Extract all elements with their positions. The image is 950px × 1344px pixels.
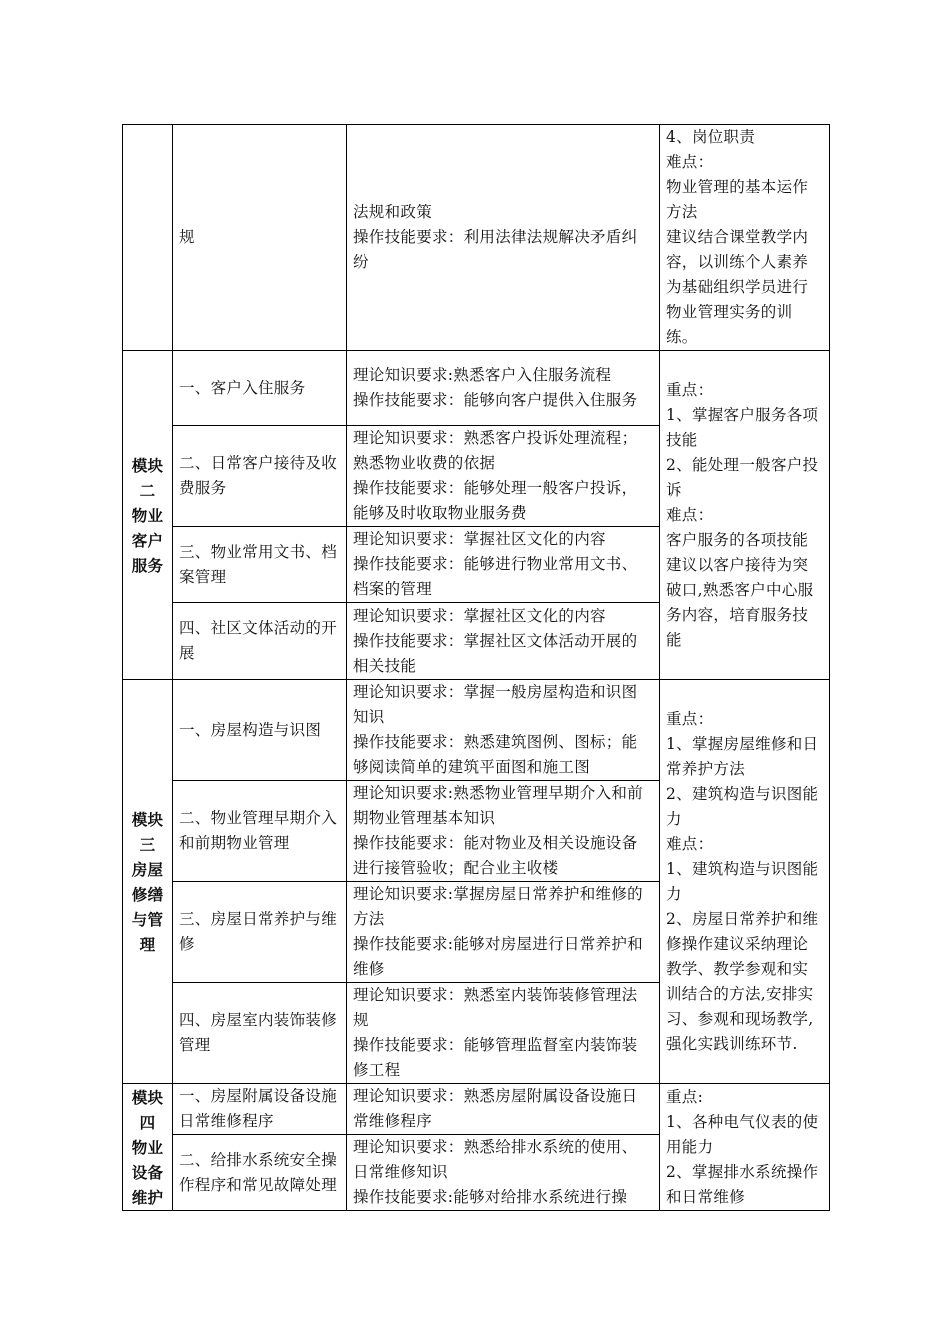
- note-line: 难点：: [666, 153, 714, 171]
- module-label: 物业: [131, 1137, 164, 1157]
- module-label: 二: [139, 480, 156, 500]
- note-line: 2、掌握排水系统操作和日常维修: [666, 1162, 819, 1206]
- requirement-cell: [347, 1084, 660, 1135]
- requirement-cell: [347, 351, 660, 426]
- module-label: 维护: [131, 1187, 164, 1207]
- notes-cell: [660, 680, 830, 1084]
- topic-cell: [173, 603, 347, 680]
- topic-text: 一、房屋构造与识图: [179, 720, 322, 739]
- note-line: 2、能处理一般客户投诉: [666, 455, 819, 499]
- note-line: 重点:: [666, 1087, 704, 1106]
- notes-cell: [660, 125, 830, 351]
- note-line: 1、各种电气仪表的使用能力: [666, 1112, 819, 1156]
- requirement-line: 理论知识要求：掌握社区文化的内容: [353, 530, 606, 548]
- topic-text: 二、日常客户接待及收费服务: [179, 454, 338, 497]
- topic-text: 四、房屋室内装饰装修管理: [179, 1011, 338, 1054]
- note-line: 物业管理的基本运作方法: [666, 178, 809, 221]
- topic-cell: [173, 1135, 347, 1211]
- module-label: 模块: [131, 1087, 164, 1107]
- topic-cell: [173, 781, 347, 882]
- requirement-cell: [347, 603, 660, 680]
- module-label: 与管: [131, 909, 164, 929]
- topic-cell: [173, 983, 347, 1084]
- requirement-cell: [347, 882, 660, 983]
- topic-text: 三、房屋日常养护与维修: [179, 910, 338, 953]
- topic-text: 四、社区文体活动的开展: [179, 619, 338, 662]
- topic-text: 一、房屋附属设备设施日常维修程序: [179, 1087, 338, 1130]
- module-label: 物业: [131, 505, 164, 525]
- topic-cell: [173, 351, 347, 426]
- topic-cell: [173, 680, 347, 781]
- requirement-cell: [347, 125, 660, 351]
- requirement-line: 操作技能要求：能对物业及相关设施设备进行接管验收；配合业主收楼: [353, 834, 638, 877]
- module-label: 服务: [131, 555, 164, 575]
- table-row: [123, 680, 830, 781]
- note-line: 难点：: [666, 834, 714, 853]
- module-label: 理: [139, 934, 156, 954]
- requirement-line: 操作技能要求：能够向客户提供入住服务: [353, 391, 638, 409]
- table-row-continued: [123, 125, 830, 351]
- syllabus-table: [122, 124, 830, 1211]
- note-line: 建议结合课堂教学内容，以训练个人素养为基础组织学员进行物业管理实务的训练。: [666, 228, 809, 346]
- note-line: 建议以客户接待为突破口,熟悉客户中心服务内容，培育服务技能: [666, 555, 814, 649]
- topic-cell: [173, 1084, 347, 1135]
- requirement-cell: [347, 781, 660, 882]
- requirement-line: 理论知识要求:熟悉客户入住服务流程: [353, 366, 612, 384]
- module-label: 客户: [131, 530, 164, 550]
- topic-cell: [173, 125, 347, 351]
- requirement-cell: [347, 426, 660, 527]
- note-line: 1、掌握房屋维修和日常养护方法: [666, 734, 819, 778]
- module-label: 三: [139, 834, 156, 854]
- notes-cell: [660, 351, 830, 680]
- requirement-line: 理论知识要求：熟悉室内装饰装修管理法规: [353, 986, 638, 1029]
- module-label: 房屋: [131, 859, 164, 879]
- topic-cell: [173, 882, 347, 983]
- module-label: 模块: [131, 455, 164, 475]
- module-label: 修缮: [131, 884, 164, 904]
- requirement-line: 理论知识要求：熟悉客户投诉处理流程；熟悉物业收费的依据: [353, 429, 638, 472]
- module-cell: [123, 1084, 173, 1211]
- requirement-cell: [347, 1135, 660, 1211]
- requirement-line: 操作技能要求:能够对房屋进行日常养护和维修: [353, 935, 643, 978]
- note-line: 1、掌握客户服务各项技能: [666, 405, 819, 449]
- requirement-cell: [347, 680, 660, 781]
- table-row: [123, 351, 830, 426]
- requirement-line: 理论知识要求：熟悉房屋附属设备设施日常维修程序: [353, 1087, 638, 1130]
- note-line: 客户服务的各项技能: [666, 530, 809, 549]
- note-line: 1、建筑构造与识图能力: [666, 859, 819, 903]
- topic-text: 三、物业常用文书、档案管理: [179, 542, 338, 586]
- topic-text: 二、给排水系统安全操作程序和常见故障处理: [179, 1150, 338, 1194]
- note-line: 2、建筑构造与识图能力: [666, 784, 819, 828]
- requirement-line: 理论知识要求：掌握一般房屋构造和识图知识: [353, 683, 638, 726]
- requirement-line: 理论知识要求:掌握房屋日常养护和维修的方法: [353, 885, 643, 928]
- module-label: 设备: [131, 1162, 164, 1182]
- module-label: 模块: [131, 809, 164, 829]
- requirement-line: 操作技能要求：能够管理监督室内装饰装修工程: [353, 1036, 638, 1079]
- module-cell-empty: [123, 125, 173, 351]
- requirement-line: 理论知识要求:熟悉物业管理早期介入和前期物业管理基本知识: [353, 784, 643, 827]
- requirement-line: 操作技能要求：利用法律法规解决矛盾纠纷: [353, 228, 638, 271]
- module-cell: [123, 680, 173, 1084]
- requirement-line: 理论知识要求：掌握社区文化的内容: [353, 606, 606, 625]
- requirement-line: 理论知识要求：熟悉给排水系统的使用、日常维修知识: [353, 1138, 638, 1181]
- table-row: [123, 1084, 830, 1135]
- requirement-cell: [347, 527, 660, 603]
- module-label: 四: [139, 1112, 156, 1132]
- note-line: 重点：: [666, 380, 714, 399]
- requirement-line: 操作技能要求：能够处理一般客户投诉，能够及时收取物业服务费: [353, 479, 638, 522]
- note-line: 4、岗位职责: [666, 128, 756, 146]
- requirement-line: 操作技能要求：熟悉建筑图例、图标；能够阅读简单的建筑平面图和施工图: [353, 733, 638, 776]
- note-line: 难点：: [666, 505, 714, 524]
- notes-cell: [660, 1084, 830, 1211]
- topic-text: 规: [179, 228, 195, 246]
- note-line: 2、房屋日常养护和维修操作建议采纳理论教学、教学参观和实训结合的方法,安排实习、参观和现场教学,强化实践训练环节.: [666, 909, 819, 1053]
- topic-text: 二、物业管理早期介入和前期物业管理: [179, 809, 338, 852]
- requirement-line: 法规和政策: [353, 203, 433, 221]
- module-cell: [123, 351, 173, 680]
- topic-cell: [173, 527, 347, 603]
- requirement-line: 操作技能要求：掌握社区文体活动开展的相关技能: [353, 631, 638, 675]
- requirement-line: 操作技能要求:能够对给排水系统进行操: [353, 1188, 628, 1206]
- requirement-line: 操作技能要求：能够进行物业常用文书、档案的管理: [353, 555, 638, 598]
- requirement-cell: [347, 983, 660, 1084]
- topic-text: 一、客户入住服务: [179, 378, 306, 397]
- topic-cell: [173, 426, 347, 527]
- note-line: 重点：: [666, 709, 714, 728]
